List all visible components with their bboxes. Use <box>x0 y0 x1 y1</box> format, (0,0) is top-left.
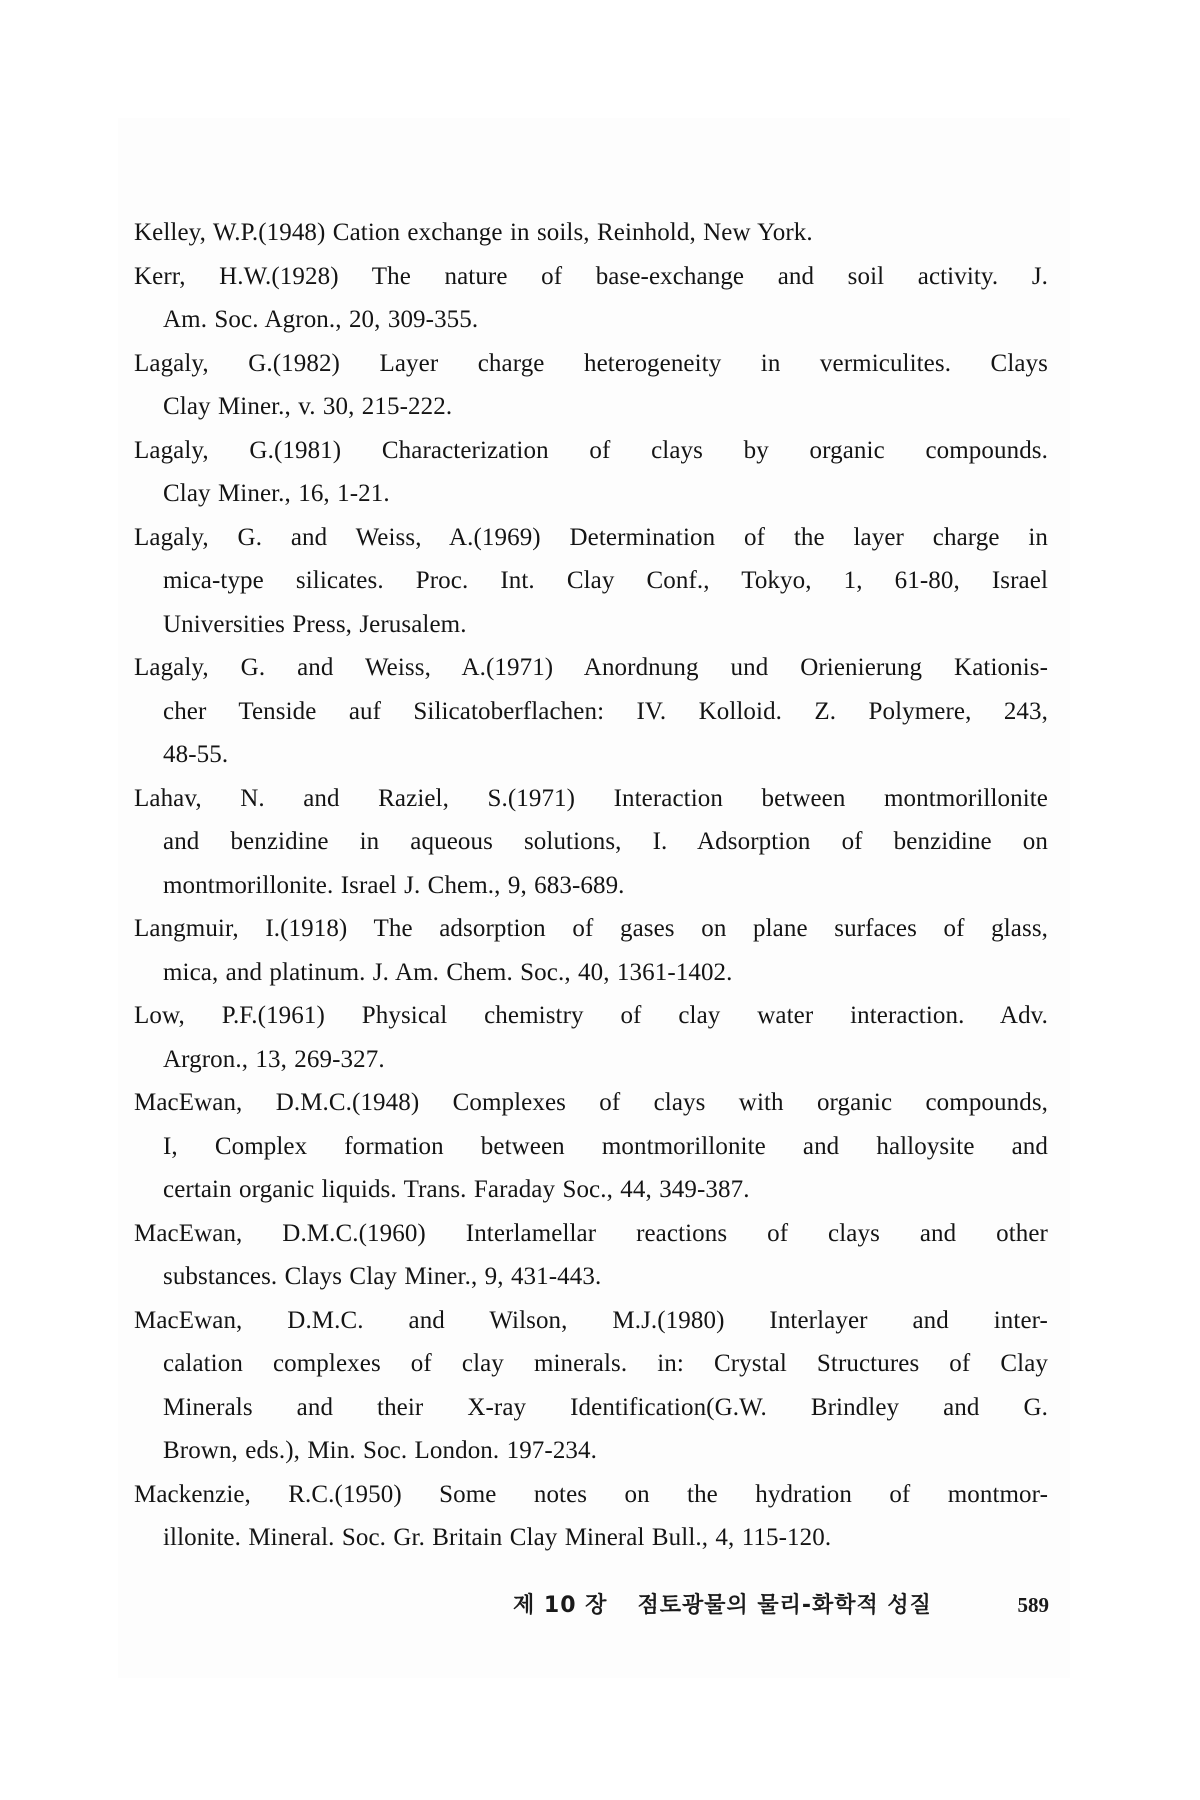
reference-line: Clay Miner., v. 30, 215-222. <box>163 393 453 420</box>
reference-line: Mackenzie, R.C.(1950) Some notes on the hydration of montmor- <box>134 1480 1048 1508</box>
reference-line: cher Tenside auf Silicatoberflachen: IV. Kolloid. Z. Polymere, 243, <box>163 697 1048 725</box>
reference-entry <box>134 1473 1048 1560</box>
reference-line: Brown, eds.), Min. Soc. London. 197-234. <box>163 1437 597 1464</box>
reference-line: MacEwan, D.M.C.(1960) Interlamellar reactions of clays and other <box>134 1219 1048 1247</box>
reference-entry <box>134 516 1048 647</box>
reference-line: Minerals and their X-ray Identification(G.W. Brindley and G. <box>163 1393 1048 1421</box>
reference-entry <box>134 907 1048 994</box>
reference-line: 48-55. <box>163 741 229 768</box>
reference-line: certain organic liquids. Trans. Faraday Soc., 44, 349-387. <box>163 1176 750 1203</box>
reference-entry <box>134 429 1048 516</box>
reference-line: calation complexes of clay minerals. in: Crystal Structures of Clay <box>163 1350 1048 1377</box>
reference-line: Low, P.F.(1961) Physical chemistry of clay water interaction. Adv. <box>134 1002 1048 1029</box>
reference-list <box>134 211 1048 1560</box>
reference-line: Argron., 13, 269-327. <box>163 1045 385 1073</box>
reference-entry <box>134 342 1048 429</box>
chapter-label: 제 10 장 <box>513 1593 608 1618</box>
reference-line: and benzidine in aqueous solutions, I. Adsorption of benzidine on <box>163 828 1048 855</box>
reference-entry <box>134 646 1048 777</box>
reference-line: substances. Clays Clay Miner., 9, 431-443. <box>163 1263 602 1290</box>
reference-line: illonite. Mineral. Soc. Gr. Britain Clay Mineral Bull., 4, 115-120. <box>163 1524 832 1551</box>
page-number: 589 <box>1017 1593 1049 1617</box>
reference-line: Lagaly, G. and Weiss, A.(1971) Anordnung und Orienierung Kationis- <box>134 654 1048 681</box>
reference-entry <box>134 1212 1048 1299</box>
reference-line: Langmuir, I.(1918) The adsorption of gases on plane surfaces of glass, <box>134 915 1048 942</box>
running-footer <box>513 1588 1049 1619</box>
reference-line: Lahav, N. and Raziel, S.(1971) Interaction between montmorillonite <box>134 784 1048 812</box>
reference-line: Lagaly, G.(1981) Characterization of clays by organic compounds. <box>134 436 1048 464</box>
reference-entry <box>134 211 1048 255</box>
reference-line: Clay Miner., 16, 1-21. <box>163 480 390 507</box>
reference-line: I, Complex formation between montmorillonite and halloysite and <box>163 1132 1048 1160</box>
reference-line: MacEwan, D.M.C.(1948) Complexes of clays with organic compounds, <box>134 1089 1048 1116</box>
reference-entry <box>134 994 1048 1081</box>
reference-line: mica-type silicates. Proc. Int. Clay Conf., Tokyo, 1, 61-80, Israel <box>163 567 1048 594</box>
reference-line: MacEwan, D.M.C. and Wilson, M.J.(1980) Interlayer and inter- <box>134 1306 1048 1334</box>
reference-line: Kelley, W.P.(1948) Cation exchange in soils, Reinhold, New York. <box>134 219 813 246</box>
reference-line: montmorillonite. Israel J. Chem., 9, 683-689. <box>163 871 625 899</box>
reference-entry <box>134 1081 1048 1212</box>
reference-line: Lagaly, G. and Weiss, A.(1969) Determination of the layer charge in <box>134 523 1048 551</box>
reference-entry <box>134 777 1048 908</box>
reference-entry <box>134 255 1048 342</box>
reference-line: Lagaly, G.(1982) Layer charge heterogeneity in vermiculites. Clays <box>134 349 1048 377</box>
reference-line: Kerr, H.W.(1928) The nature of base-exchange and soil activity. J. <box>134 262 1048 290</box>
reference-line: Universities Press, Jerusalem. <box>163 610 467 638</box>
reference-line: mica, and platinum. J. Am. Chem. Soc., 40, 1361-1402. <box>163 958 733 986</box>
chapter-title: 점토광물의 물리-화학적 성질 <box>637 1593 932 1618</box>
reference-line: Am. Soc. Agron., 20, 309-355. <box>163 306 479 333</box>
reference-entry <box>134 1299 1048 1473</box>
